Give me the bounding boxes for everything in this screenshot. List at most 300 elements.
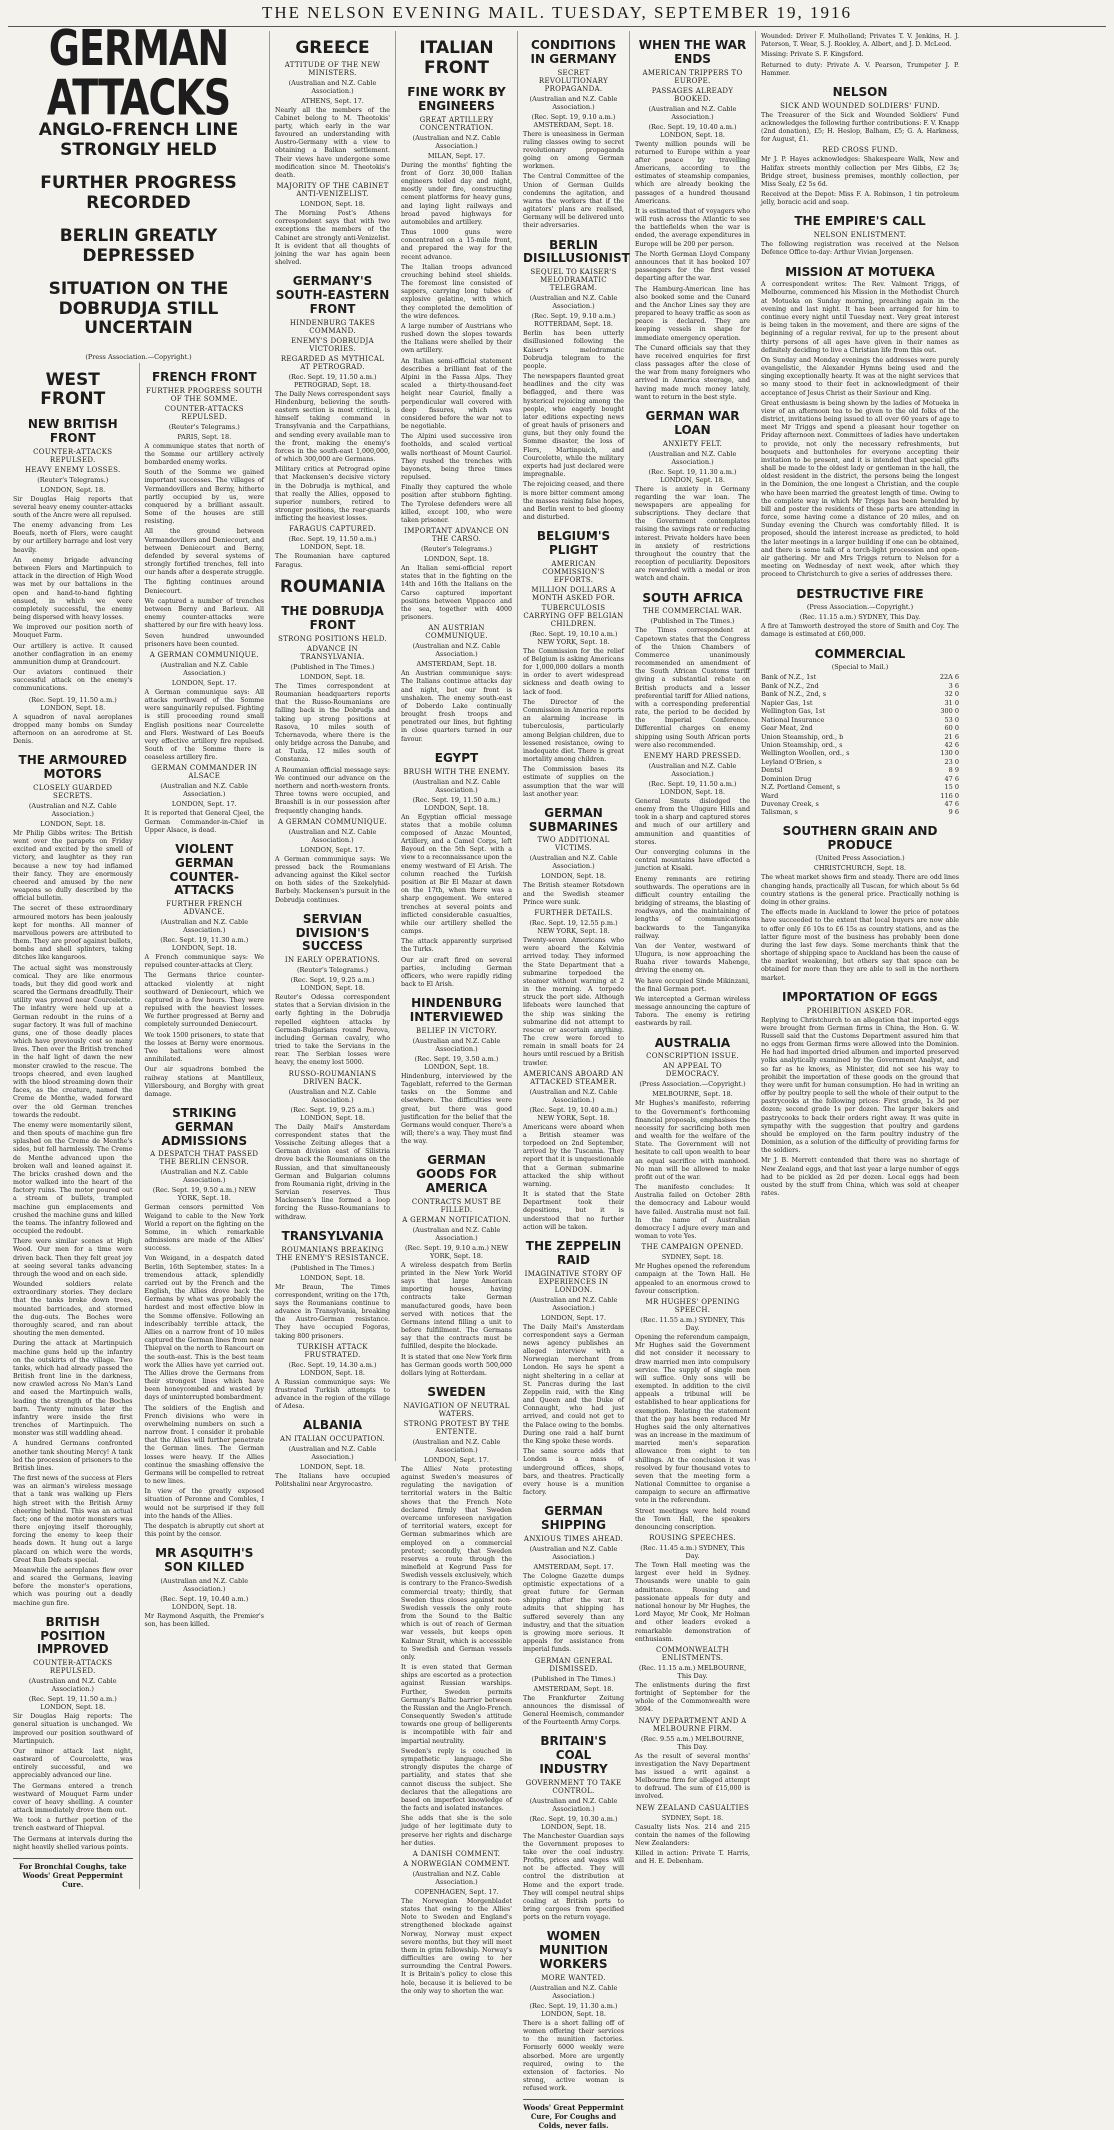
share-name: Duvenay Creek, s — [761, 800, 819, 808]
column-7 — [756, 31, 964, 1461]
article-heading: SOUTHERN GRAIN AND PRODUCE — [782, 823, 938, 852]
article-deck: AMERICAN TRIPPERS TO EUROPE. — [642, 68, 743, 85]
source-credit: (Australian and N.Z. Cable Association.) — [529, 1796, 618, 1813]
source-credit: (Australian and N.Z. Cable Association.) — [288, 78, 377, 95]
table-row — [761, 707, 959, 715]
source-credit: (Australian and N.Z. Cable Association.) — [28, 801, 117, 818]
paragraph: Our converging columns in the central mountains have effected a junction at Kisaki. — [635, 848, 750, 873]
article-deck: A GERMAN COMMUNIQUE. — [277, 817, 388, 826]
paragraph: Our artillery is active. It caused another conflagration in an enemy ammunition dump at Grandcourt. — [13, 642, 133, 666]
article-heading: WHEN THE WAR ENDS — [638, 38, 747, 66]
article-heading: MISSION AT MOTUEKA — [785, 264, 935, 279]
dateline: (Rec. Sept. 19, 11.30 a.m.) LONDON, Sept. 18. — [648, 467, 737, 484]
article-deck: FURTHER DETAILS. — [534, 909, 613, 917]
source-credit: (Reuter's Telegrams.) — [37, 475, 109, 484]
article-deck: COUNTER-ATTACKS REPULSED. — [33, 1659, 113, 1676]
article-heading: GERMAN GOODS FOR AMERICA — [416, 1153, 497, 1195]
paragraph: A fire at Tamworth destroyed the store of Smith and Coy. The damage is estimated at £60,000. — [761, 623, 959, 639]
article-deck: A GERMAN NOTIFICATION. — [402, 1215, 511, 1224]
dateline: AMSTERDAM, Sept. 18. — [533, 1684, 614, 1693]
dateline: LONDON, Sept. 18. — [40, 819, 106, 828]
paragraph: An Italian semi-official statement describes a brilliant feat of the Alpini in the Fassa Alps. They scaled a thirty-thousand-feet height near Cauriol, finally a perpendicular wall covered with deep fissures, which was considered before the war not to be negotiable. — [401, 357, 512, 431]
paragraph: As the result of several months' investigation the Navy Department has issued a writ against a Melbourne firm for alleged attempt to defraud. The sum of £15,000 is involved. — [635, 1752, 750, 1801]
article-heading: AUSTRALIA — [654, 1035, 731, 1050]
dateline: (Rec. Sept. 19, 3.50 a.m.) LONDON, Sept. 18. — [414, 1054, 499, 1071]
dateline: (Rec. 11.45 a.m.) SYDNEY, This Day. — [640, 1544, 745, 1561]
article-deck: A NORWEGIAN COMMENT. — [403, 1859, 510, 1868]
source-credit: (United Press Association.) — [815, 854, 905, 863]
article-deck: AN AUSTRIAN COMMUNIQUE. — [425, 624, 488, 641]
paragraph: The Central Committee of the Union of German Guilds condemns the agitation, and warns the workers that if the agitators' plans are realised, Germany will be delivered unto their adversaries. — [523, 173, 624, 230]
article-heading: MR ASQUITH'S SON KILLED — [155, 1546, 254, 1575]
table-row — [761, 808, 959, 816]
paragraph: Street meetings were held round the Town Hall, the speakers denouncing conscription. — [635, 1507, 750, 1531]
paragraph: German censors permitted Von Weigand to cable to the New York World a report on the fighting on the Somme, in which remarkable admissions are made of the Allies' success. — [144, 1204, 264, 1253]
share-prices-table — [761, 673, 959, 816]
source-credit: (Australian and N.Z. Cable Association.) — [412, 777, 501, 794]
dateline: CHRISTCHURCH, Sept. 18. — [813, 864, 907, 873]
article-deck: SICK AND WOUNDED SOLDIERS' FUND. — [780, 101, 940, 110]
article-deck: FURTHER FRENCH ADVANCE. — [166, 900, 243, 917]
paragraph: All the ground between Vermandovillers and Deniecourt, and between Deniecourt and Berny, defended by several systems of strongly fortified trenches, fell into our hands after a desperate struggle. — [144, 528, 264, 577]
dateline: (Rec. Sept. 19, 11.50 a.m.) LONDON, Sept. 18. — [412, 795, 501, 812]
share-name: Talisman, s — [761, 808, 798, 817]
dateline: (Rec. Sept. 19, 11.30 a.m.) LONDON, Sept. 18. — [160, 936, 249, 953]
share-name: Wellington Woollen, ord., s — [761, 749, 850, 758]
col1-split — [13, 363, 264, 1889]
article-heading: GERMAN SUBMARINES — [528, 805, 619, 834]
deck-3: BERLIN GREATLY DEPRESSED — [59, 226, 218, 266]
article-deck: REGARDED AS MYTHICAL AT PETROGRAD. — [280, 354, 385, 371]
table-row — [761, 749, 959, 757]
paragraph: There were similar scenes at High Wood. Our men for a time were driven back. Then they felt great joy at seeing several tanks advancing through the wood and on each side. — [13, 1238, 133, 1278]
paragraph: A German communique says: We pressed back the Roumanians advancing against the Kikel sector on both sides of the Szekelyhid-Barbely. Mackensen's pursuit in the Dobrudja continues. — [275, 855, 390, 904]
paragraph: The Commission bases its estimate of supplies on the assumption that the war will last another year. — [523, 766, 624, 798]
article-deck: IN EARLY OPERATIONS. — [284, 956, 381, 965]
dateline: LONDON, Sept. 17. — [171, 800, 237, 809]
paragraph: She adds that she is the sole judge of her legitimate duty to preserve her rights and discharge her duties. — [401, 1815, 512, 1847]
dateline: MILAN, Sept. 17. — [427, 151, 486, 160]
article-deck: THE CAMPAIGN OPENED. — [641, 1243, 744, 1252]
paragraph: The same source adds that London is a mass of underground offices, shops, bars, and theatres. Practically every house is a munition factory. — [523, 1448, 624, 1497]
dateline: LONDON, Sept. 17. — [541, 1313, 606, 1322]
article-deck: FURTHER PROGRESS SOUTH OF THE SOMME. — [146, 386, 263, 403]
share-name: Union Steamship, ord., b — [761, 732, 844, 741]
dateline: AMSTERDAM, Sept. 18. — [416, 660, 497, 669]
paragraph: The Manchester Guardian says the Government proposes to take over the coal industry. Profits, prices and wages will not be affected. They will control the distribution at Home and the export trade. They will compel neutral ships coaling at British ports to bring cargoes from specified ports on the return voyage. — [523, 1832, 624, 1922]
share-price: 31 0 — [944, 698, 959, 707]
article-deck: GERMAN COMMANDER IN ALSACE — [151, 764, 258, 781]
paragraph: The Treasurer of the Sick and Wounded Soldiers' Fund acknowledges the following further contributions: F. V. Knapp (2nd donation), £5; H. Heslop, Balham, £5; G. A. Harkness, for August, £1. — [761, 111, 959, 144]
paragraph: A squadron of naval aeroplanes dropped many bombs on Sunday afternoon on an aerodrome at St. Denis. — [13, 713, 133, 746]
article-heading: FRENCH FRONT — [151, 369, 257, 384]
press-credit: (Press Association.—Copyright.) — [85, 352, 192, 361]
paragraph: An Italian semi-official report states that in the fighting on the 14th and 16th the Italians on the Carso captured important positions between Vippacco and the sea, together with 4000 prisoners. — [401, 565, 512, 622]
newspaper-page — [0, 19, 1114, 2130]
paragraph: Our minor attack last night, eastward of Courcelette, was entirely successful, and we appreciably advanced our line. — [13, 1747, 133, 1780]
paragraph: The Cunard officials say that they have received enquiries for first class passages after the close of the war from many foreigners who arrived in America steerage, and having made much money lately, want to return in the best style. — [635, 344, 750, 401]
dateline: SYDNEY, Sept. 18. — [661, 1813, 724, 1822]
paragraph: Sweden's reply is couched in sympathetic language. She strongly disputes the charge of partiality, and states that she cannot discuss the subject. She declares that the allegations are based on imperfect knowledge of the facts and isolated instances. — [401, 1747, 512, 1813]
paragraph: The Director of the Commission in America reports an alarming increase in tuberculosis, particularly among Belgian children, due to lessened resistance, owing to inadequate diet. There is great mortality among children. — [523, 698, 624, 764]
paragraph: Reuter's Odessa correspondent states that a Servian division in the early fighting in the Dobrudja repelled eighteen attacks by German-Bulgarians round Perova, including German cavalry, who tried to take the Servians in the rear. The Serbian losses were heavy, the enemy lost 5000. — [275, 994, 390, 1067]
article-deck: A DESPATCH THAT PASSED THE BERLIN CENSOR. — [150, 1150, 259, 1167]
paragraph: Missing: Private S. F. Kingsford. — [761, 51, 864, 59]
paragraph: Americans were aboard when a British steamer was torpedoed on 2nd September, arrived by the Tuscania. They report that it is unquestionable that a German submarine attacked the ship without warning. — [523, 1123, 624, 1188]
article-deck: A GERMAN COMMUNIQUE. — [149, 650, 259, 659]
article-deck: NEW ZEALAND CASUALTIES — [635, 1803, 750, 1812]
share-price: 8 9 — [948, 766, 959, 775]
table-row — [761, 766, 959, 774]
dateline: (Rec. 11.15 a.m.) MELBOURNE, This Day. — [638, 1663, 747, 1680]
article-deck: COUNTER-ATTACKS REPULSED. — [164, 404, 244, 421]
dateline: (Rec. Sept. 19, 11.50 a.m.) LONDON, Sept. 18. — [28, 695, 117, 712]
paragraph: Mr J. P. Hayes acknowledges: Shakespeare Walk, New and Halifax streets monthly collection per Mrs Gibbs, £2 3s; Bridge street, business premises, monthly collection, per Miss Sealy, £2 5s 6d. — [761, 156, 959, 188]
paragraph: Thus 1000 guns were concentrated on a 15-mile front, and prepared the way for the recent advance. — [401, 229, 512, 261]
paragraph: The effects made in Auckland to lower the price of potatoes have succeeded to the extent that local buyers are now able to offer only £6 10s to £6 15s as country stations, and as the latter figure most of the business has probably been done during the last few days. Some merchants think that the shortage of shipping space to Auckland has been the cause of the market weakening, but others say that space can be obtained for more than they are able to sell in the northern market. — [761, 909, 959, 982]
paragraph: It is even stated that German ships are escorted as a protection against Russian warships. Further, Sweden permits Germany's Baltic barrier between the Russian and the Anglo-French. Consequently Sweden's attitude towards one group of belligerents is incompatible with fair and impartial neutrality. — [401, 1664, 512, 1745]
share-price: 23 0 — [944, 757, 959, 766]
article-deck: BELIEF IN VICTORY. — [416, 1026, 497, 1035]
dateline: LONDON, Sept. 18. — [424, 555, 489, 564]
article-heading: GERMAN SHIPPING — [540, 1504, 607, 1532]
article-heading: HINDENBURG INTERVIEWED — [409, 996, 504, 1025]
share-price: 3 6 — [948, 681, 959, 690]
article-deck: MORE WANTED. — [541, 1973, 606, 1982]
source-credit: (Australian and N.Z. Cable Association.) — [288, 827, 377, 844]
paragraph: The first news of the success at Flers was an airman's wireless message that a tank was walking up Flers high street with the British Army cheering behind. This was an actual fact; one of the motor monsters was there enjoying itself thoroughly, forcing the enemy to keep their heads down. It hung out a large placard on which were the words, Great Run Defeats special. — [13, 1475, 133, 1564]
paragraph: The Daily News correspondent says Hindenburg, believing the south-eastern section is most critical, is himself taking command in Transylvania and the Carpathians, and sending every available man to the front, making the enemy's forces in the south-east 1,000,000, of which 300,000 are Germans. — [275, 390, 390, 464]
source-credit: (Australian and N.Z. Cable Association.) — [412, 133, 501, 150]
source-credit: (Australian and N.Z. Cable Association.) — [529, 1983, 618, 2000]
dateline: (Rec. Sept. 19, 11.30 a.m.) LONDON, Sept. 18. — [529, 2001, 618, 2018]
paragraph: The secret of these extraordinary armoured motors has been jealously kept for months. All manner of marvellous powers are attributed to them. They are proof against bullets, bombs and shell splinters, taking ditches like kangaroos. — [13, 905, 133, 962]
dateline: (Rec. Sept. 19, 10.40 a.m.) NEW YORK, Sept. 18. — [529, 1105, 618, 1122]
share-name: Leyland O'Brien, s — [761, 757, 822, 766]
table-row — [761, 733, 959, 741]
source-credit: (Press Association.—Copyright.) — [806, 603, 914, 612]
article-heading: GERMAN WAR LOAN — [645, 408, 740, 437]
paragraph: Wounded soldiers relate extraordinary stories. They declare that the tanks broke down trees, mounted barricades, and stormed the dug-outs. The Boches were thoroughly scared, and ran about shouting the men demented. — [13, 1281, 133, 1338]
article-deck: GOVERNMENT TO TAKE CONTROL. — [525, 1778, 622, 1795]
dateline: (Rec. Sept. 19, 11.50 a.m.) LONDON, Sept. 18. — [648, 779, 737, 796]
paragraph: A Russian communique says: We frustrated Turkish attempts to advance in the region of the village of Adesa. — [275, 1378, 390, 1411]
dateline: LONDON, Sept. 18. — [300, 672, 365, 681]
article-deck: PASSAGES ALREADY BOOKED. — [651, 86, 734, 103]
article-heading: ALBANIA — [302, 1418, 363, 1433]
paragraph: Received at the Depot: Miss F. A. Robinson, 1 tin petroleum jelly, boracic acid and soap. — [761, 191, 959, 207]
article-heading: BELGIUM'S PLIGHT — [536, 529, 611, 557]
source-credit: (Press Association.—Copyright.) — [639, 1080, 746, 1089]
source-credit: (Australian and N.Z. Cable Association.) — [529, 1295, 618, 1312]
dateline: MELBOURNE, Sept. 18. — [652, 1090, 733, 1099]
paragraph: There is uneasiness in German ruling classes owing to secret revolutionary propaganda going on among German workmen. — [523, 130, 624, 171]
dateline: LONDON, Sept. 17. — [424, 1455, 489, 1464]
paragraph: The fighting continues around Deniecourt. — [144, 579, 264, 595]
source-credit: (Australian and N.Z. Cable Association.) — [160, 1168, 249, 1185]
source-credit: (Australian and N.Z. Cable Association.) — [529, 294, 618, 311]
paragraph: Sir Douglas Haig reports: The general situation is unchanged. We improved our position southward of Martinpuich. — [13, 1713, 133, 1745]
dateline: (Rec. Sept. 19, 9.25 a.m.) LONDON, Sept. 18. — [290, 976, 375, 993]
article-deck: GREAT ARTILLERY CONCENTRATION. — [419, 115, 494, 132]
dateline: (Rec. Sept. 19, 10.40 a.m.) LONDON, Sept. 18. — [160, 1594, 249, 1611]
table-row — [761, 716, 959, 724]
paragraph: Great enthusiasm is being shown by the ladies of Motueka in view of an afternoon tea to be given to the old folks of the district, invitations being issued to all over 60 years of age to meet Mr Triggs and spend a pleasant hour together on Friday afternoon next. Committees of ladies have undertaken to provide, not only the necessary refreshments, but bouquets and buttonholes for everyone accepting their invitation to be present, and it is intended that special gifts shall be made to the oldest lady or gentleman in the hall, the oldest resident in the district, the persons being the longest in the Dominion, the one longest a Christian, and the couple who have been married the greatest length of time. Owing to the complete way in which Mr Triggs has been heralded by bill and poster the residents of these parts are attending in force, some having come a distance of 20 miles, and on Sunday evening the Church was comfortably filled. It is proposed, should the interest increase as predicted, to hold the later meetings in a larger building if one can be obtained, and there is some talk of a torch-light procession and open-air gathering. Mr and Mrs Triggs return to Nelson for a meeting on Wednesday of next week, after which they proceed to Christchurch to give a series of addresses there. — [761, 399, 959, 579]
article-deck: ENEMY HARD PRESSED. — [643, 751, 742, 760]
source-credit: (Published in The Times.) — [531, 1674, 616, 1683]
article-heading: WOMEN MUNITION WORKERS — [538, 1929, 609, 1972]
dateline: (Rec. Sept. 19, 9.10 a.m.) AMSTERDAM, Sept. 18. — [531, 112, 616, 129]
paragraph: On Sunday and Monday evenings the addresses were purely evangelistic, the Alexander Hymns being used and the singing exceptionally hearty. It was at the night services that so many stood to their feet in acknowledgment of their acceptance of Jesus Christ as their Saviour and King. — [761, 356, 959, 397]
paragraph: The rejoicing ceased, and there is more bitter comment among the masses raising false hopes, and Berlin went to bed gloomy and disturbed. — [523, 481, 624, 522]
paragraph: The soldiers of the English and French divisions who were in overwhelming numbers on such a narrow front. I consider it probable that the Allies will further penetrate the German lines. The German losses were heavy. If the Allies continue the smashing offensive the Germans will be compelled to retreat to new lines. — [144, 1404, 264, 1486]
article-heading: THE EMPIRE'S CALL — [794, 214, 926, 229]
dateline: ATHENS, Sept. 17. — [301, 96, 364, 105]
article-heading: SOUTH AFRICA — [642, 590, 743, 605]
article-deck: CONSCRIPTION ISSUE. — [646, 1052, 739, 1061]
paragraph: Twenty-seven Americans who were aboard the Kelvinia arrived today. They informed the State Department that a submarine torpedoed the steamer without warning at 2 in the morning. A torpedo struck the port side. Although lifeboats were launched that the ship was sinking the submarine did not attempt to rescue or ascertain anything. The crew were forced to remain in small boats for 24 hours until rescued by a British trawler. — [523, 937, 624, 1067]
dateline: COPENHAGEN, Sept. 17. — [414, 1887, 499, 1896]
source-credit: (Australian and N.Z. Cable Association.) — [160, 782, 249, 799]
source-credit: (Australian and N.Z. Cable Association.) — [288, 1087, 377, 1104]
paragraph: An enemy brigade advancing between Flers and Martinpuich to attack in the direction of High Wood was met by our battalions in the open and hand-to-hand fighting ensued, in which we were completely successful, the enemy being dispersed with heavy losses. — [13, 556, 133, 622]
source-credit: (Australian and N.Z. Cable Association.) — [412, 1225, 501, 1242]
article-heading: ROUMANIA — [279, 576, 386, 597]
deck-2: FURTHER PROGRESS RECORDED — [40, 173, 237, 213]
dateline: (Rec. 11.55 a.m.) SYDNEY, This Day. — [640, 1316, 745, 1332]
dateline: LONDON, Sept. 18. — [300, 1273, 365, 1282]
dateline: (Rec. Sept. 19, 11.50 a.m.) LONDON, Sept. 18. — [28, 1695, 117, 1712]
dateline: (Rec. Sept. 19, 9.10 a.m.) NEW YORK, Sept. 18. — [404, 1243, 509, 1260]
share-price: 116 0 — [940, 791, 959, 800]
table-row — [761, 741, 959, 749]
source-credit: (Australian and N.Z. Cable Association.) — [160, 918, 249, 935]
paragraph: An Austrian communique says: The Italians continue attacks day and night, but our front is unshaken. The enemy south-east of Doberdo Lake continually brought fresh troops and penetrated our lines, but fighting in close quarters turned in our favour. — [401, 670, 512, 743]
column-5 — [518, 31, 630, 2130]
dateline: LONDON, Sept. 17. — [300, 845, 365, 854]
share-price: 53 0 — [944, 715, 959, 724]
paragraph: The attack apparently surprised the Turks. — [401, 938, 512, 954]
paragraph: The enemy advancing from Les Boeufs, north of Flers, were caught by our artillery barrage and lost very heavily. — [13, 522, 133, 554]
article-heading: DESTRUCTIVE FIRE — [796, 586, 924, 601]
dateline: (Rec. Sept. 19, 10.40 a.m.) LONDON, Sept. 18. — [648, 122, 737, 139]
source-credit: (Australian and N.Z. Cable Association.) — [412, 1437, 501, 1454]
article-deck: AMERICANS ABOARD AN ATTACKED STEAMER. — [523, 1069, 624, 1086]
article-deck: CONTRACTS MUST BE FILLED. — [411, 1197, 502, 1214]
table-row — [761, 699, 959, 707]
dateline: (Rec. 11.15 a.m.) SYDNEY, This Day. — [799, 613, 921, 622]
paragraph: The Alpini used successive iron footholds, and scaled vertical walls northeast of Mount Cauriol. They rushed the trenches with bayonets, being three times repulsed. — [401, 433, 512, 482]
deck-4: SITUATION ON THE DOBRUDJA STILL UNCERTAIN — [48, 279, 229, 339]
paragraph: The Germans thrice counter-attacked violently at night southward of Deniecourt, which we captured in a few hours. They were repulsed with the heaviest losses. We further progressed at Berny and completely surrounded Deniecourt. — [144, 972, 264, 1029]
article-deck: ANXIOUS TIMES AHEAD. — [523, 1534, 624, 1543]
paragraph: The North German Lloyd Company announces that it has booked 107 passengers for the first vessel departing after the war. — [635, 250, 750, 283]
table-row — [761, 724, 959, 732]
article-heading: GERMANY'S SOUTH-EASTERN FRONT — [275, 274, 390, 316]
article-heading: NELSON — [832, 84, 888, 99]
share-price: 21 6 — [944, 732, 959, 741]
paragraph: We improved our position north of Mouquet Farm. — [13, 624, 133, 640]
article-deck: THE COMMERCIAL WAR. — [642, 607, 743, 616]
paragraph: During the months' fighting the front of Gorz 30,000 Italian engineers toiled day and night, mostly under fire, constructing cement platforms for heavy guns, and laying light railways and broad paved highways for automobiles and artillery. — [401, 161, 512, 226]
dateline: LONDON, Sept. 18. — [541, 872, 606, 881]
source-credit: (Published in The Times.) — [290, 662, 375, 671]
share-price: 15 0 — [944, 783, 959, 792]
paragraph: South of the Somme we gained important successes. The villages of Vermandovillers and Berny, hitherto partly occupied by us, were conquered by a brilliant assault. Some of the houses are still resisting. — [144, 469, 264, 526]
share-price: 22A 6 — [939, 673, 959, 682]
article-subheading: FINE WORK BY ENGINEERS — [407, 85, 506, 113]
article-deck: CLOSELY GUARDED SECRETS. — [33, 783, 113, 800]
paragraph: It is stated that one New York firm has German goods worth 500,000 dollars lying at Rotterdam. — [401, 1353, 512, 1377]
dateline: (Rec. Sept. 19, 9.10 a.m.) ROTTERDAM, Sept. 18. — [531, 312, 616, 329]
paragraph: A wireless despatch from Berlin printed in the New York World says that large American importing houses, having contracts take German manufactured goods, have been served with notices that the Germans intend filling a unit to before fulfillment. The Germans say that the contracts must be fulfilled, despite the blockade. — [401, 1261, 512, 1351]
source-credit: (Published in The Times.) — [290, 1263, 375, 1272]
paragraph: Twenty million pounds will be returned to Europe within a year after peace by travelling Americans, according to the estimates of steamship companies, which are already booking the passages of a hundred thousand Americans. — [635, 140, 750, 205]
article-heading: TRANSYLVANIA — [281, 1228, 384, 1243]
paragraph: It is stated that the State Department took their depositions, but it is understood that no further action will be taken. — [523, 1191, 624, 1231]
paragraph: Mr Raymond Asquith, the Premier's son, has been killed. — [144, 1612, 264, 1629]
article-deck: RUSSO-ROUMANIANS DRIVEN BACK. — [288, 1069, 377, 1086]
table-row — [761, 775, 959, 783]
share-name: Ward — [761, 791, 779, 800]
paragraph: The actual sight was monstrously comical. They are like enormous toads, but they did good work and scared the Germans dreadfully. Their utility was proved near Courcelette. The infantry were held up at a German redoubt in the ruins of a sugar factory. It was full of machine guns, one of those deadly places which have previously cost so many lives. Then over the British trenched in the half light of dawn the new monster crawled to the rescue. The troops cheered, and even laughed with the blood streaming down their faces, as the creature, named the Creme de Menthe, waded forward over the old German trenches towards the redoubt. — [13, 964, 133, 1119]
share-price: 300 0 — [940, 707, 959, 716]
article-deck: A DANISH COMMENT. — [412, 1849, 501, 1858]
paragraph: The Daily Mail's Amsterdam correspondent states that the Vossische Zeitung alleges that a German division east of Silistria drove back the Roumanians on the Russian, and that simultaneously German and Bulgarian columns from Roumania right, driving in the Servian reserves. Thus Mackensen's line formed a loop forcing the Russo-Roumanians to withdraw. — [275, 1123, 390, 1221]
article-deck: IMPORTANT ADVANCE ON THE CARSO. — [404, 527, 509, 544]
article-heading: CONDITIONS IN GERMANY — [530, 38, 617, 66]
source-credit: (Australian and N.Z. Cable Association.) — [160, 1576, 249, 1593]
table-row — [761, 800, 959, 808]
paragraph: Mr Hughes's manifesto, referring to the Government's forthcoming financial proposals, emphasises the necessity for sacrificing both men and wealth for the welfare of the State. The Government will not hesitate to call upon wealth to bear an equal sacrifice with manhood. No man will be allowed to make profit out of the war. — [635, 1100, 750, 1181]
paragraph: The Frankfurter Zeitung announces the dismissal of General Heemisch, commander of the Fourteenth Army Corps. — [523, 1694, 624, 1727]
paragraph: Nearly all the members of the Cabinet belong to M. Theotokis' party, which early in the war favoured an understanding with Austro-Germany with a view to obtaining a Balkan settlement. Their views have undergone some modification since M. Theotokis's death. — [275, 106, 390, 179]
source-credit: (Australian and N.Z. Cable Association.) — [160, 660, 249, 677]
paragraph: Berlin has been utterly disillusioned following the Kaiser's melodramatic Dobrudja telegram to the people. — [523, 330, 624, 370]
paragraph: Van der Venter, westward of Ulugura, is now approaching the Ruaha river towards Mahenge, driving the enemy on. — [635, 942, 750, 975]
paragraph: Von Weigand, in a despatch dated Berlin, 16th September, states: In a tremendous attack, splendidly carried out by the French and the English, the Allies drove back the Germans by what was probably the hardest and most effective blow in the Somme offensive. Following an indescribably terrible attack, the Allies on a narrow front of 10 miles captured the German lines from near Thiepval on the north to Rancourt on the south-east. This is the best team work the Allies have yet carried out. The Allies drove the Germans from their strongest lines which have been honeycombed and wasted by days of uninterrupted bombardment. — [144, 1255, 264, 1402]
dateline: (Rec. Sept. 19, 11.50 a.m.) PETROGRAD, Sept. 18. — [288, 372, 377, 389]
article-deck: HEAVY ENEMY LOSSES. — [24, 465, 121, 474]
paragraph: The manifesto concludes: It Australia failed on October 28th the democracy and Labour would have failed. Australia must not fail. In the name of Australian democracy I adjure every man and woman to vote Yes. — [635, 1184, 750, 1241]
paragraph: We took a further portion of the trench eastward of Thiepval. — [13, 1817, 133, 1833]
article-deck: TUBERCULOSIS CARRYING OFF BELGIAN CHILDREN. — [523, 603, 624, 628]
article-heading: VIOLENT GERMAN COUNTER-ATTACKS — [169, 841, 239, 898]
source-credit: (Australian and N.Z. Cable Association.) — [412, 1869, 501, 1886]
col1-right — [139, 363, 265, 1889]
article-heading: STRIKING GERMAN ADMISSIONS — [161, 1106, 248, 1148]
source-credit: (Australian and N.Z. Cable Association.) — [648, 449, 737, 466]
article-deck: AN ITALIAN OCCUPATION. — [279, 1435, 386, 1444]
source-credit: (Australian and N.Z. Cable Association.) — [529, 94, 618, 111]
source-credit: (Australian and N.Z. Cable Association.) — [648, 761, 737, 778]
paragraph: Our air squadrons bombed the railway stations at Mantilleux, Villersbourg, and Borghy with great damage. — [144, 1066, 264, 1098]
article-deck: ROUSING SPEECHES. — [649, 1534, 736, 1543]
paragraph: It is reported that General Cjeel, the German Commander-in-Chief in Upper Alsace, is dead. — [144, 810, 264, 834]
share-name: Union Steamship, ord., s — [761, 740, 843, 749]
article-deck: ANXIETY FELT. — [662, 439, 723, 448]
paragraph: Mr Philip Gibbs writes: The British went over the parapets on Friday excited and excited by the smell of victory, and laughter as they ran because a new toy had inflamed their fancy. They are enormously cheered and amused by the new weapons so dully described by the official bulletin. — [13, 829, 133, 903]
share-price: 130 0 — [940, 749, 959, 758]
source-credit: (Australian and N.Z. Cable Association.) — [648, 104, 737, 121]
article-heading: THE ARMOURED MOTORS — [18, 753, 127, 782]
paragraph: Sir Douglas Haig reports that several heavy enemy counter-attacks south of the Ancre were all repulsed. — [13, 495, 133, 519]
paragraph: The enemy were momentarily silent, and then spouts of machine gun fire splashed on the Creme de Menthe's sides, but fell harmlessly. The Creme de Menthe advanced upon the broken wall and leaned against it. The bricks crashed down and the motor walked into the heart of the factory ruins. The motor poured out a stream of bullets, trampled machine gun emplacements and crushed the machine guns and killed the teams. The infantry followed and occupied the redoubt. — [13, 1121, 133, 1236]
table-row — [761, 783, 959, 791]
paragraph: Finally they captured the whole position after stubborn fighting. The Tyrolese defenders were all killed, except 100, who were taken prisoner. — [401, 484, 512, 524]
paragraph: The Daily Mail's Amsterdam correspondent says a German news agency publishes an alleged interview with a Norwegian merchant from London. He says he spent a night sheltering in a cellar at St. Pancras during the last Zeppelin raid, with the King and Queen and the Duke of Connaught, who had just arrived, and could not get to the Palace owing to the bombs. During one raid a half burnt the King spoke these words. — [523, 1323, 624, 1445]
article-heading: EGYPT — [434, 750, 479, 765]
source-credit: (Australian and N.Z. Cable Association.) — [412, 642, 501, 659]
share-name: National Insurance — [761, 715, 825, 724]
paragraph: Returned to duty: Private A. V. Pearson, Trumpeter J. P. Hammer. — [761, 61, 959, 77]
share-name: Gear Meat, 2nd — [761, 724, 813, 733]
table-row — [761, 690, 959, 698]
paragraph: A communique states that north of the Somme our artillery actively bombarded enemy works. — [144, 442, 264, 467]
article-heading: SWEDEN — [427, 1385, 486, 1400]
paragraph: Opening the referendum campaign, Mr Hughes said the Government did not consider it necessary to draw married men into compulsory service. The supply of single men will suffice. Only sons will be exempted. In addition to the civil appeals a tribunal will be established to hear applications for exemption. Relating the statement that the pay has been reduced Mr Hughes said the only alternatives was an increase in the maximum of married men's separation allowance from eight to ten shillings. At the conclusion it was resolved by four thousand votes to seven that the meeting form a National Committee to organise a campaign to secure an affirmative vote in the referendum. — [635, 1334, 750, 1505]
share-name: Wellington Gas, 1st — [761, 707, 825, 716]
article-heading: SERVIAN DIVISION'S SUCCESS — [295, 911, 370, 954]
paragraph: The Germans at intervals during the night heavily shelled various points. — [13, 1835, 133, 1851]
article-deck: RED CROSS FUND. — [822, 146, 898, 155]
paragraph: The Morning Post's Athens correspondent says that with two exceptions the members of the Cabinet are strongly anti-Venizelist. It is evident that all thoughts of joining the war has again been shelved. — [275, 210, 390, 267]
dateline: (Rec. Sept. 19, 9.50 a.m.) NEW YORK, Sept. 18. — [152, 1186, 256, 1203]
paragraph: We have occupied Sinde Mikinzani, the final German port. — [635, 977, 750, 993]
article-heading: ITALIAN FRONT — [419, 38, 494, 78]
article-deck: TWO ADDITIONAL VICTIMS. — [537, 836, 610, 853]
paragraph: The Times correspondent at Capetown states that the Congress of the Union Chambers of Commerce unanimously recommended an amendment of the South African Customs tariff giving a substantial rebate on British products and a lesser preferential tariff for Allied nations, with a corresponding preferential rate, the period to be decided by the Imperial Conference. Differential charges on enemy shipping using South African ports were also recommended. — [635, 627, 750, 749]
share-price: 42 6 — [944, 740, 959, 749]
paragraph: The Commission for the relief of Belgium is asking Americans for 1,000,000 dollars a month in order to avert widespread sickness and death owing to lack of food. — [523, 647, 624, 696]
paragraph: The Germans entered a trench westward of Mouquet Farm under cover of heavy shelling. A counter attack immediately drove them out. — [13, 1782, 133, 1815]
table-row — [761, 758, 959, 766]
share-price: 60 0 — [944, 724, 959, 733]
paragraph: The Italians have occupied Politshalini near Argyrocastro. — [275, 1473, 390, 1489]
dateline: (Rec. 9.55 a.m.) MELBOURNE, This Day. — [640, 1734, 745, 1751]
paragraph: Wounded: Driver F. Mulholland; Privates T. V. Jenkins, H. J. Paterson, T. Wear, S. J. Rookley, A. Albert, and J. D. McLeod. — [761, 33, 959, 49]
article-deck: FARAGUS CAPTURED. — [289, 525, 376, 534]
dateline: PARIS, Sept. 18. — [177, 432, 232, 441]
paragraph: Military critics at Petrograd opine that Mackensen's decisive victory in the Dobrudja is mythical, and that really the Allies, opposed to superior numbers, retired to stronger positions, the rear-guards inflicting the heaviest losses. — [275, 466, 390, 523]
article-deck: STRONG POSITIONS HELD. — [278, 634, 387, 643]
paragraph: Hindenburg, interviewed by the Tageblatt, referred to the German tasks on the Somme and elsewhere. The difficulties were great, but there was good justification for the belief that the Germans would conquer. There's a will; there's a way. They must find the way. — [401, 1072, 513, 1146]
article-heading: BRITISH POSITION IMPROVED — [36, 1614, 109, 1657]
share-price: 9 6 — [948, 808, 959, 817]
share-price: 32 0 — [944, 690, 959, 699]
article-subheading: THE DOBRUDJA FRONT — [281, 604, 384, 633]
article-deck: IMAGINATIVE STORY OF EXPERIENCES IN LONDON. — [524, 1269, 623, 1294]
source-credit: (Special to Mail.) — [831, 663, 889, 672]
dateline: LONDON, Sept. 18. — [300, 1463, 365, 1472]
paragraph: The Roumanian have captured Faragus. — [275, 553, 390, 569]
table-row — [761, 673, 959, 681]
paragraph: The Times correspondent at Roumanian headquarters reports that the Russo-Roumanians are falling back in the Dobrudja and taking up strong positions at Rasova, 10 miles south of Tchernavoda, where there is the only bridge across the Danube, and at Tuzla, 12 miles south of Constanza. — [275, 682, 390, 764]
paragraph: Killed in action: Private T. Harris, and H. E. Debenham. — [635, 1850, 750, 1866]
column-4 — [396, 31, 518, 1995]
article-deck: ENEMY'S DOBRUDJA VICTORIES. — [290, 336, 375, 353]
dateline: SYDNEY, Sept. 18. — [661, 1253, 724, 1262]
paragraph: There is anxiety in Germany regarding the war loan. The newspapers are appealing for subscriptions. They declare that the Government contemplates raising the savings rate or reducing interest. Private holders have been in anxiety of restrictions throughout the country that the reception of peculiarity. Depositors are rewarded with a medal or iron watch and chain. — [635, 485, 750, 583]
main-headline: GERMAN ATTACKS — [46, 19, 231, 127]
share-name: Dentsl — [761, 766, 783, 775]
col1-left — [13, 363, 133, 1889]
paragraph: Meanwhile the aeroplanes flew over and scared the Germans, leaving before the monster's operations, which was pouring out a deadly machine gun fire. — [13, 1566, 133, 1607]
article-deck: MILLION DOLLARS A MONTH ASKED FOR. — [531, 585, 616, 602]
source-credit: (Reuter's Telegrams.) — [420, 545, 493, 554]
article-deck: NAVY DEPARTMENT AND A MELBOURNE FIRM. — [638, 1716, 747, 1733]
article-deck: ATTITUDE OF THE NEW MINISTERS. — [284, 60, 381, 77]
